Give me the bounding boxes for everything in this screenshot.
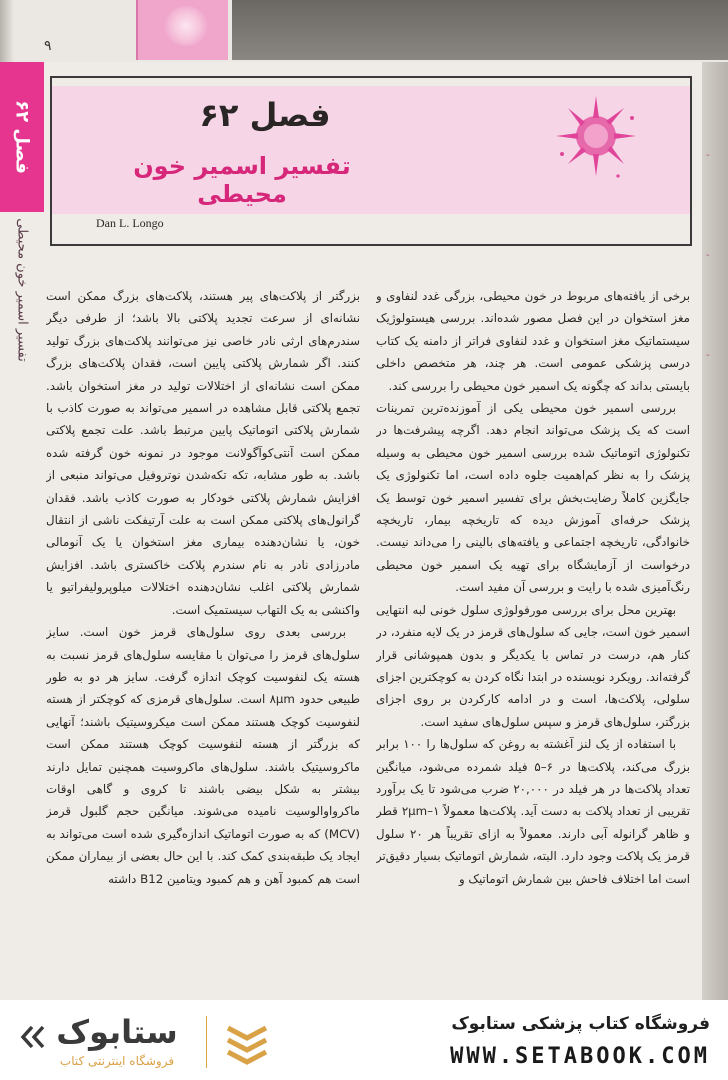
footer-divider bbox=[206, 1016, 207, 1068]
paragraph: بررسی بعدی روی سلول‌های قرمز خون است. سایز سلول‌های قرمز را می‌توان با مقایسه سلول‌های قرمز نسبت به هسته یک لنفوسیت کوچک اندازه گرفت. سایز هر دو به طور طبیعی حدود ۸μm است. سلول‌های قرمزی که کوچکتر از هسته لنفوسیت کوچک هستند ممکن است میکروسیتیک باشند؛ آنهایی که بزرگتر از هسته لنفوسیت کوچک هستند ممکن است ماکروسیتیک باشند. سلول‌های ماکروسیت همچنین تمایل دارند بیشتر به شکل بیضی باشند تا کروی و گاهی اوقات ماکرواوالوسیت نامیده می‌شوند. میانگین حجم گلبول قرمز (MCV) که به صورت اتوماتیک اندازه‌گیری شده است می‌تواند به ایجاد یک طبقه‌بندی کمک کند. با این حال بعضی از بیماران ممکن است هم کمبود آهن و هم کمبود ویتامین B12 داشته bbox=[46, 625, 360, 886]
previous-page-pink-block bbox=[136, 0, 228, 60]
chapter-title: تفسیر اسمیر خون محیطی bbox=[133, 152, 351, 208]
paragraph: بزرگتر از پلاکت‌های پیر هستند، پلاکت‌های بزرگ ممکن است نشانه‌ای از سرعت تجدید پلاکتی بالا باشد؛ از طرفی دیگر سندرم‌های ارثی نادر خاصی نیز می‌توانند پلاکت‌های بزرگ تولید کنند. اگر شمارش پلاکتی پایین است، فقدان پلاکت‌های بزرگ ممکن است نشانه‌ای از اختلالات تولید در مغز استخوان باشد. تجمع پلاکتی قابل مشاهده در اسمیر می‌تواند به صورت کاذب با شمارش پلاکتی اتوماتیک پایین مرتبط باشد. علت تجمع پلاکتی ممکن است آنتی‌کوآگولانت موجود در نمونه خون گرفته شده باشد. به طور مشابه، تکه تکه‌شدن نوتروفیل می‌تواند منبعی از افزایش شمارش پلاکتی خودکار به صورت کاذب باشد. فقدان گرانول‌های پلاکتی ممکن است به علت آرتیفکت ناشی از انتقال خون، یا نشان‌دهنده بیماری مغز استخوان یا یک آنومالی مادرزادی نادر به نام سندرم پلاکت خاکستری باشد. افزایش شمارش پلاکتی اغلب نشان‌دهنده اختلالات میلوپرولیفراتیو یا واکنشی به یک التهاب سیستمیک است. bbox=[46, 289, 360, 617]
ink-splat-icon bbox=[164, 6, 208, 46]
store-logo-subtitle: فروشگاه اینترنتی کتاب bbox=[59, 1054, 175, 1068]
chevron-stack-icon bbox=[224, 1022, 270, 1066]
edge-mark: - bbox=[706, 250, 710, 261]
binding-shadow bbox=[0, 0, 14, 62]
chapter-number: فصل ۶۲ bbox=[199, 96, 331, 134]
paragraph: بهترین محل برای بررسی مورفولوژی سلول خونی لبه انتهایی اسمیر خون است، جایی که سلول‌های قرمز در یک لایه منفرد، در کنار هم، درست در تماس با یکدیگر و بدون همپوشانی قرار گرفته‌اند. رویکرد نویسنده در ابتدا نگاه کردن به کوچکترین اجزای سلولی، پلاکت‌ها، است و در ادامه کارکردن بر روی اجزای بزرگتر، سلول‌های قرمز و سپس سلول‌های سفید است. bbox=[376, 602, 690, 729]
paragraph: با استفاده از یک لنز آغشته به روغن که سلول‌ها را ۱۰۰ برابر بزرگ می‌کند، پلاکت‌ها در ۶–۵ فیلد شمرده می‌شود، میانگین تعداد پلاکت‌ها در هر فیلد در ۲۰,۰۰۰ ضرب می‌شود تا یک برآورد تقریبی از تعداد پلاکت به دست آید. پلاکت‌ها معمولاً ۲μm–۱ قطر و ظاهر گرانوله آبی دارند. معمولاً به ازای تقریباً هر ۲۰ سلول قرمز یک پلاکت وجود دارد. البته، شمارش اتوماتیک بسیار دقیق‌تر است اما اختلاف فاحش بین شمارش اتوماتیک و bbox=[376, 737, 690, 886]
text-column-left bbox=[46, 285, 360, 1000]
running-title: تفسیر اسمیر خون محیطی bbox=[14, 218, 30, 362]
double-chevron-icon bbox=[20, 1024, 46, 1050]
page-number: ۹ bbox=[44, 38, 52, 54]
chapter-author: Dan L. Longo bbox=[96, 216, 164, 230]
edge-mark: - bbox=[706, 150, 710, 161]
store-logo-wordmark: ستابوک bbox=[56, 1013, 178, 1051]
page-stack-edge bbox=[702, 62, 728, 1000]
paragraph: برخی از یافته‌های مربوط در خون محیطی، بزرگی غدد لنفاوی و مغز استخوان در این فصل مصور شده‌اند. بررسی هیستولوژیک سیستماتیک مغز استخوان و غدد لنفاوی فراتر از دامنه یک کتاب درسی پزشکی عمومی است. هر چند، هر متخصص داخلی بایستی بداند که چگونه یک اسمیر خون محیطی را بررسی کند. bbox=[376, 289, 690, 393]
store-name: فروشگاه کتاب پزشکی ستابوک bbox=[451, 1014, 710, 1034]
edge-mark: - bbox=[706, 350, 710, 361]
background-surface bbox=[232, 0, 728, 60]
side-tab-label: فصل ۶۲ bbox=[11, 100, 33, 174]
paragraph: بررسی اسمیر خون محیطی یکی از آموزنده‌ترین تمرینات است که یک پزشک می‌تواند انجام دهد. اگرچه پیشرفت‌ها در تکنولوژی اتوماتیک شده بررسی اسمیر خون محیطی به وسیله پزشک را به نظر کم‌اهمیت جلوه داده است، اما تکنولوژی یک جایگزین کاملاً رضایت‌بخش برای تفسیر اسمیر خون توسط یک پزشک حرفه‌ای آموزش دیده که تاریخچه بیمار، تاریخچه خانوادگی، تاریخچه اجتماعی و یافته‌های بالینی را می‌داند نیست. درخواست از آزمایشگاه برای تهیه یک اسمیر خون محیطی رنگ‌آمیزی شده با رایت و بررسی آن مفید است. bbox=[376, 401, 690, 595]
store-url[interactable]: WWW.SETABOOK.COM bbox=[450, 1044, 710, 1069]
text-column-right bbox=[376, 285, 690, 1000]
